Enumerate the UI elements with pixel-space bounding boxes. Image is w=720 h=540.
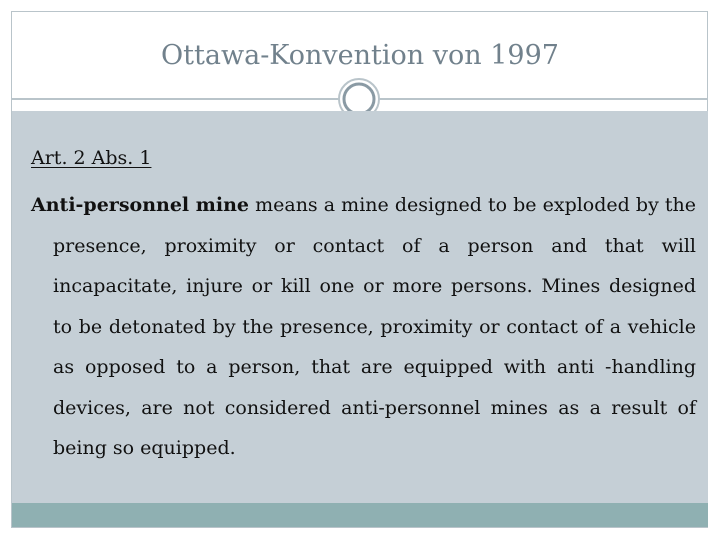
slide-title: Ottawa-Konvention von 1997 [161, 40, 559, 71]
content-area [12, 111, 708, 503]
definition-paragraph [31, 185, 696, 469]
definition-text-block [31, 145, 696, 469]
footer-bar [12, 503, 708, 527]
article-reference: Art. 2 Abs. 1 [31, 147, 152, 169]
defined-term: Anti-personnel mine [31, 194, 250, 216]
definition-body: means a mine designed to be exploded by the presence, proximity or contact of a person and that will incapacitate, injure or kill one or more persons. Mines designed to be detonated by the presence, proximity or contact of a vehicle as opposed to a person, that are equipped with anti -handling devices, are not considered anti-personnel mines as a result of being so equipped. [53, 194, 696, 459]
